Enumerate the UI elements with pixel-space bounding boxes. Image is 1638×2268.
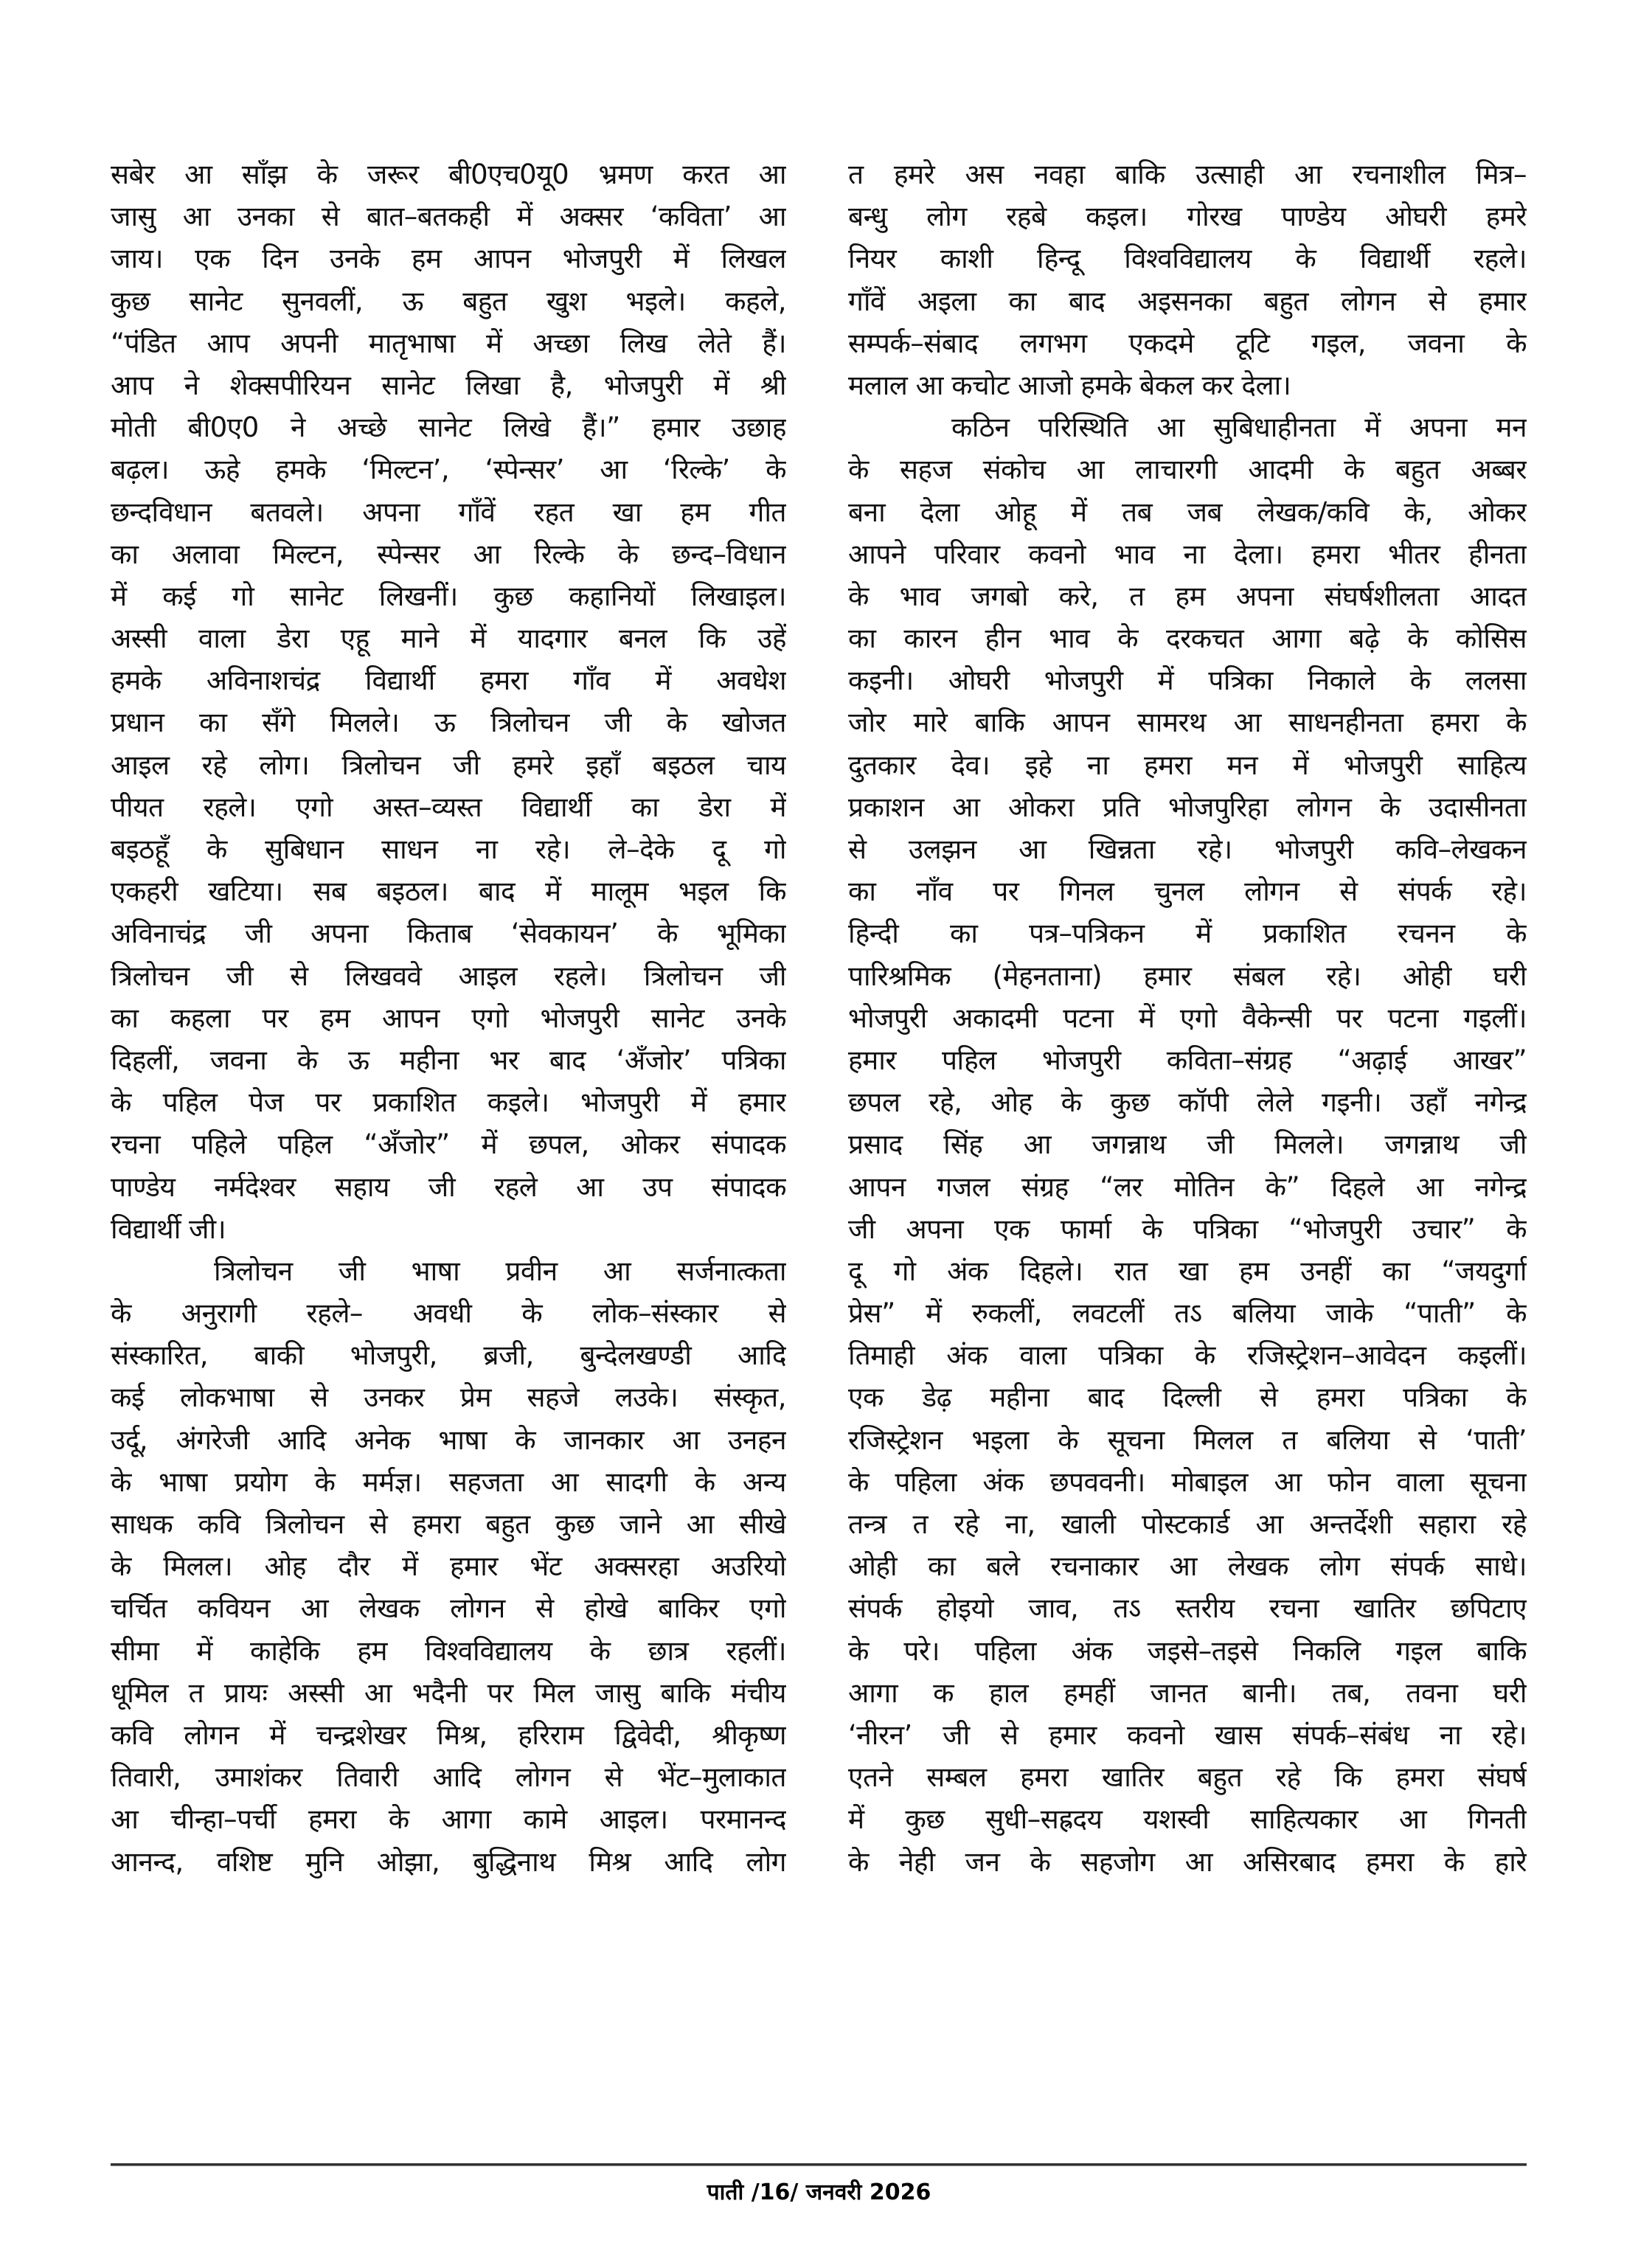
text-line: सबेर आ साँझ के जरूर बी0एच0यू0 भ्रमण करत आ: [111, 159, 786, 190]
text-line: त्रिलोचन जी भाषा प्रवीन आ सर्जनात्कता: [214, 1255, 786, 1287]
text-line: एतने सम्बल हमरा खातिर बहुत रहे कि हमरा संघर्ष: [848, 1761, 1527, 1794]
text-line: आ चीन्हा–पर्ची हमरा के आगा कामे आइल। परमानन्द: [111, 1803, 786, 1836]
text-line: कठिन परिस्थिति आ सुबिधाहीनता में अपना मन: [951, 412, 1527, 444]
text-line: बन्धु लोग रहबे कइल। गोरख पाण्डेय ओघरी हमरे: [848, 201, 1527, 233]
text-line: नियर काशी हिन्दू विश्वविद्यालय के विद्यार्थी रहले।: [848, 243, 1527, 275]
text-line: आगा क हाल हमहीं जानत बानी। तब, तवना घरी: [848, 1676, 1527, 1709]
page-footer: पाती /16/ जनवरी 2026: [707, 2179, 931, 2205]
text-line: कुछ सानेट सुनवलीं, ऊ बहुत खुश भइले। कहले,: [111, 285, 786, 317]
text-line: जाय। एक दिन उनके हम आपन भोजपुरी में लिखल: [111, 243, 786, 275]
text-line: भोजपुरी अकादमी पटना में एगो वैकेन्सी पर पटना गइलीं।: [848, 1002, 1527, 1034]
text-line: बढ़ल। ऊहे हमके ‘मिल्टन’, ‘स्पेन्सर’ आ ‘रिल्के’ के: [111, 454, 786, 486]
text-line: धूमिल त प्रायः अस्सी आ भदैनी पर मिल जासु बाकि मंचीय: [111, 1676, 786, 1709]
text-line: कई लोकभाषा से उनकर प्रेम सहजे लउके। संस्कृत,: [111, 1381, 786, 1414]
text-line: त हमरे अस नवहा बाकि उत्साही आ रचनाशील मित्र–: [848, 159, 1527, 190]
text-line: प्रेस” में रुकलीं, लवटलीं तऽ बलिया जाके “पाती” के: [848, 1297, 1527, 1330]
text-line: सम्पर्क–संबाद लगभग एकदमे टूटि गइल, जवना के: [848, 327, 1527, 359]
text-line: में कई गो सानेट लिखनीं। कुछ कहानियों लिखाइल।: [111, 580, 786, 612]
text-line: का कारन हीन भाव के दरकचत आगा बढ़े के कोसिस: [848, 623, 1527, 655]
text-line: पीयत रहले। एगो अस्त–व्यस्त विद्यार्थी का डेरा में: [111, 791, 786, 823]
text-line: पारिश्रमिक (मेहनताना) हमार संबल रहे। ओही घरी: [848, 960, 1527, 992]
text-line: के भाव जगबो करे, त हम अपना संघर्षशीलता आदत: [848, 580, 1527, 612]
text-line: जासु आ उनका से बात–बतकही में अक्सर ‘कविता’ आ: [111, 201, 786, 233]
text-line: आनन्द, वशिष्ट मुनि ओझा, बुद्धिनाथ मिश्र आदि लोग: [111, 1845, 786, 1878]
text-line: एकहरी खटिया। सब बइठल। बाद में मालूम भइल कि: [111, 875, 786, 908]
text-line: तन्त्र त रहे ना, खाली पोस्टकार्ड आ अन्तर्देशी सहारा रहे: [848, 1508, 1527, 1540]
text-line: ‘नीरन’ जी से हमार कवनो खास संपर्क–संबंध ना रहे।: [848, 1719, 1527, 1751]
text-line: छपल रहे, ओह के कुछ कॉपी लेले गइनी। उहाँ नगेन्द्र: [848, 1086, 1527, 1119]
text-line: तिवारी, उमाशंकर तिवारी आदि लोगन से भेंट–मुलाकात: [111, 1761, 786, 1794]
text-line: प्रकाशन आ ओकरा प्रति भोजपुरिहा लोगन के उदासीनता: [848, 791, 1527, 823]
text-line: के नेही जन के सहजोग आ असिरबाद हमरा के हारे: [848, 1845, 1527, 1878]
text-line: रजिस्ट्रेशन भइला के सूचना मिलल त बलिया से ‘पाती’: [848, 1423, 1527, 1456]
text-line: सीमा में काहेकि हम विश्वविद्यालय के छात्र रहलीं।: [111, 1634, 786, 1667]
text-line: आपन गजल संग्रह “लर मोतिन के” दिहले आ नगेन्द्र: [848, 1171, 1527, 1203]
text-line: का अलावा मिल्टन, स्पेन्सर आ रिल्के के छन्द–विधान: [111, 538, 786, 570]
text-line: ओही का बले रचनाकार आ लेखक लोग संपर्क साधे।: [848, 1550, 1527, 1583]
right-text-column: [848, 153, 1527, 1883]
text-line: कइनी। ओघरी भोजपुरी में पत्रिका निकाले के ललसा: [848, 665, 1527, 697]
text-line: के परे। पहिला अंक जइसे–तइसे निकलि गइल बाकि: [848, 1634, 1527, 1667]
text-line: गाँवें अइला का बाद अइसनका बहुत लोगन से हमार: [848, 285, 1527, 317]
text-line: “पंडित आप अपनी मातृभाषा में अच्छा लिख लेते हैं।: [111, 327, 786, 359]
text-line: के पहिला अंक छपववनी। मोबाइल आ फोन वाला सूचना: [848, 1466, 1527, 1498]
text-line: प्रधान का सँगे मिलले। ऊ त्रिलोचन जी के खोजत: [111, 707, 786, 739]
text-line: आइल रहे लोग। त्रिलोचन जी हमरे इहाँ बइठल चाय: [111, 749, 786, 781]
text-line: से उलझन आ खिन्नता रहे। भोजपुरी कवि–लेखकन: [848, 833, 1527, 865]
text-line: उर्दू, अंगरेजी आदि अनेक भाषा के जानकार आ उनहन: [111, 1423, 786, 1456]
text-line: जी अपना एक फार्मा के पत्रिका “भोजपुरी उचार” के: [848, 1213, 1527, 1245]
text-line: बइठहूँ के सुबिधान साधन ना रहे। ले–देके दू गो: [111, 833, 786, 865]
text-line: विद्यार्थी जी।: [111, 1213, 226, 1245]
text-line: त्रिलोचन जी से लिखववे आइल रहले। त्रिलोचन जी: [111, 960, 786, 992]
text-line: संपर्क होइयो जाव, तऽ स्तरीय रचना खातिर छपिटाए: [848, 1592, 1527, 1625]
left-text-column: [111, 153, 786, 1883]
text-line: हमके अविनाशचंद्र विद्यार्थी हमरा गाँव में अवधेश: [111, 665, 786, 697]
text-line: कवि लोगन में चन्द्रशेखर मिश्र, हरिराम द्विवेदी, श्रीकृष्ण: [111, 1719, 786, 1751]
text-line: प्रसाद सिंह आ जगन्नाथ जी मिलले। जगन्नाथ जी: [848, 1128, 1527, 1161]
text-line: मोती बी0ए0 ने अच्छे सानेट लिखे हैं।” हमार उछाह: [111, 412, 786, 444]
text-line: दिहलीं, जवना के ऊ महीना भर बाद ‘अँजोर’ पत्रिका: [111, 1044, 786, 1076]
text-line: में कुछ सुधी–सह्रदय यशस्वी साहित्यकार आ गिनती: [848, 1803, 1527, 1836]
text-line: के पहिल पेज पर प्रकाशित कइले। भोजपुरी में हमार: [111, 1086, 786, 1119]
text-line: अविनाचंद्र जी अपना किताब ‘सेवकायन’ के भूमिका: [111, 918, 786, 950]
text-line: अस्सी वाला डेरा एहू माने में यादगार बनल कि उहें: [111, 623, 786, 655]
text-line: एक डेढ़ महीना बाद दिल्ली से हमरा पत्रिका के: [848, 1381, 1527, 1414]
text-line: मलाल आ कचोट आजो हमके बेकल कर देला।: [848, 369, 1291, 401]
text-line: का नाँव पर गिनल चुनल लोगन से संपर्क रहे।: [848, 875, 1527, 908]
text-line: बना देला ओहू में तब जब लेखक/कवि के, ओकर: [848, 496, 1527, 528]
text-line: संस्कारित, बाकी भोजपुरी, ब्रजी, बुन्देलखण्डी आदि: [111, 1339, 786, 1372]
text-line: रचना पहिले पहिल “अँजोर” में छपल, ओकर संपादक: [111, 1128, 786, 1161]
text-line: का कहला पर हम आपन एगो भोजपुरी सानेट उनके: [111, 1002, 786, 1034]
text-line: साधक कवि त्रिलोचन से हमरा बहुत कुछ जाने आ सीखे: [111, 1508, 786, 1540]
text-line: आपने परिवार कवनो भाव ना देला। हमरा भीतर हीनता: [848, 538, 1527, 570]
text-line: हिन्दी का पत्र–पत्रिकन में प्रकाशित रचनन के: [848, 918, 1527, 950]
text-line: आप ने शेक्सपीरियन सानेट लिखा है, भोजपुरी में श्री: [111, 369, 786, 401]
text-line: दुतकार देव। इहे ना हमरा मन में भोजपुरी साहित्य: [848, 749, 1527, 781]
text-line: के मिलल। ओह दौर में हमार भेंट अक्सरहा अउरियो: [111, 1550, 786, 1583]
text-line: छन्दविधान बतवले। अपना गाँवें रहत खा हम गीत: [111, 496, 786, 528]
text-line: चर्चित कवियन आ लेखक लोगन से होखे बाकिर एगो: [111, 1592, 786, 1625]
text-line: हमार पहिल भोजपुरी कविता–संग्रह “अढ़ाई आखर”: [848, 1044, 1527, 1076]
text-line: दू गो अंक दिहले। रात खा हम उनहीं का “जयदुर्गा: [848, 1255, 1527, 1287]
text-line: के भाषा प्रयोग के मर्मज्ञ। सहजता आ सादगी के अन्य: [111, 1466, 786, 1498]
text-line: के अनुरागी रहले– अवधी के लोक–संस्कार से: [111, 1297, 786, 1330]
text-line: पाण्डेय नर्मदेश्वर सहाय जी रहले आ उप संपादक: [111, 1171, 786, 1203]
text-line: जोर मारे बाकि आपन सामरथ आ साधनहीनता हमरा के: [848, 707, 1527, 739]
text-line: तिमाही अंक वाला पत्रिका के रजिस्ट्रेशन–आवेदन कइलीं।: [848, 1339, 1527, 1372]
footer-divider: [111, 2163, 1527, 2166]
text-line: के सहज संकोच आ लाचारगी आदमी के बहुत अब्बर: [848, 454, 1527, 486]
